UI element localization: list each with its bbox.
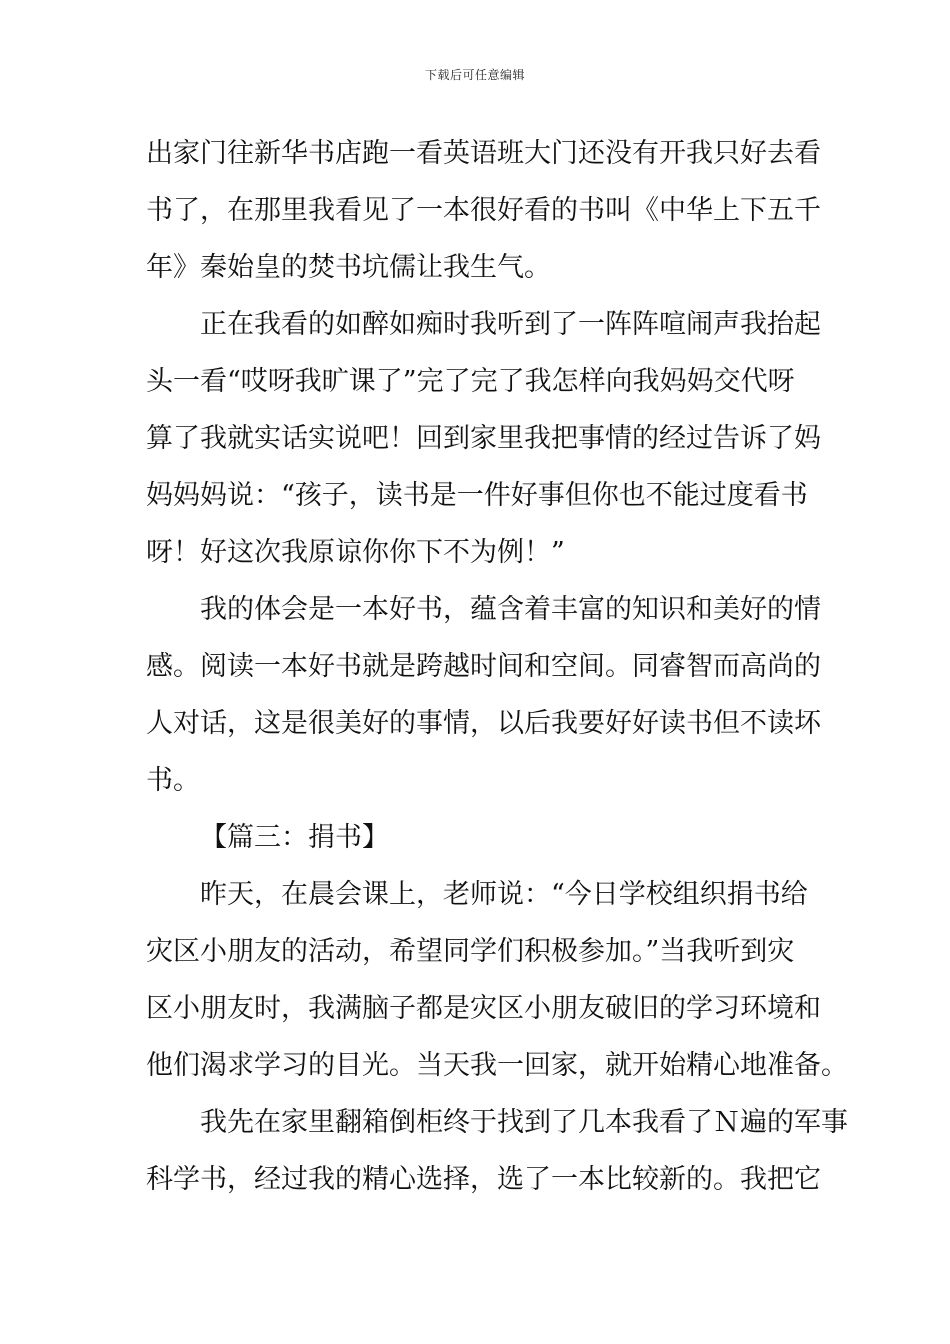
paragraph-4-line-4: 他们渴求学习的目光。当天我一回家，就开始精心地准备。 (146, 1050, 848, 1081)
paragraph-4-line-3: 区小朋友时，我满脑子都是灾区小朋友破旧的学习环境和 (146, 993, 821, 1024)
paragraph-1-line-1: 出家门往新华书店跑一看英语班大门还没有开我只好去看 (146, 138, 821, 169)
paragraph-3-line-2: 感。阅读一本好书就是跨越时间和空间。同睿智而高尚的 (146, 651, 821, 682)
paragraph-3-line-1: 我的体会是一本好书，蕴含着丰富的知识和美好的情 (200, 594, 821, 625)
paragraph-2-line-2: 头一看“哎呀我旷课了”完了完了我怎样向我妈妈交代呀 (146, 366, 795, 397)
paragraph-2-line-1: 正在我看的如醉如痴时我听到了一阵阵喧闹声我抬起 (200, 309, 821, 340)
paragraph-5-line-2: 科学书，经过我的精心选择，选了一本比较新的。我把它 (146, 1164, 821, 1195)
paragraph-2-line-5: 呀！好这次我原谅你你下不为例！” (146, 537, 565, 568)
paragraph-4-line-1: 昨天，在晨会课上，老师说：“今日学校组织捐书给 (200, 879, 808, 910)
paragraph-3-line-3: 人对话，这是很美好的事情，以后我要好好读书但不读坏 (146, 708, 821, 739)
paragraph-1-line-3: 年》秦始皇的焚书坑儒让我生气。 (146, 252, 551, 283)
paragraph-2-line-4: 妈妈妈说：“孩子，读书是一件好事但你也不能过度看书 (146, 480, 808, 511)
page-header: 下载后可任意编辑 (424, 68, 525, 82)
paragraph-5-line-1: 我先在家里翻箱倒柜终于找到了几本我看了Ｎ遍的军事 (200, 1107, 848, 1138)
paragraph-2-line-3: 算了我就实话实说吧！回到家里我把事情的经过告诉了妈 (146, 423, 821, 454)
paragraph-3-line-4: 书。 (146, 765, 200, 796)
paragraph-4-line-2: 灾区小朋友的活动，希望同学们积极参加。”当我听到灾 (146, 936, 795, 967)
section-title: 【篇三：捐书】 (200, 822, 389, 853)
paragraph-1-line-2: 书了，在那里我看见了一本很好看的书叫《中华上下五千 (146, 195, 821, 226)
